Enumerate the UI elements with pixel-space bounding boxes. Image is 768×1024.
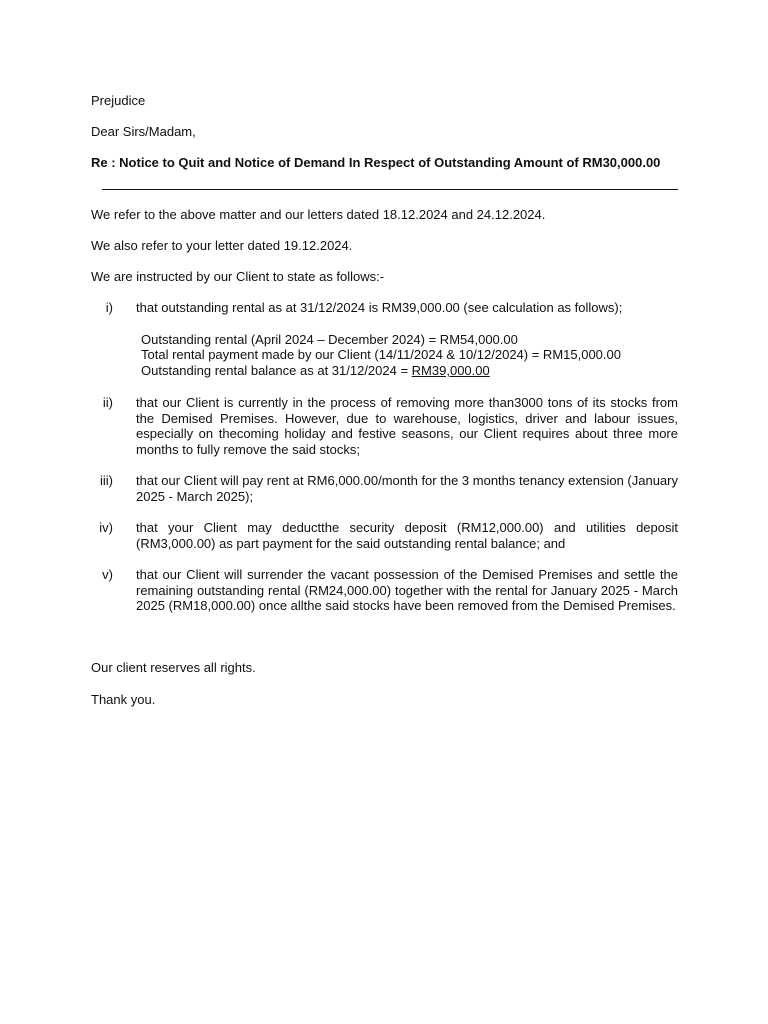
list-item-text: that our Client is currently in the process of removing more than3000 tons of its stocks from the Demised Premises. However, due to warehouse, logistics, driver and labour issues, especially on thecoming holiday and festive seasons, our Client requires about three more months to fully remove the said stocks; (136, 395, 678, 458)
subject-divider (102, 189, 678, 190)
subject-line: Re : Notice to Quit and Notice of Demand In Respect of Outstanding Amount of RM30,000.00 (91, 155, 661, 170)
closing-thanks: Thank you. (91, 692, 156, 707)
prejudice-heading: Prejudice (91, 93, 146, 108)
paragraph-instructed: We are instructed by our Client to state as follows:- (91, 269, 385, 284)
list-item-number: iii) (100, 473, 113, 488)
calc-balance-label: Outstanding rental balance as at 31/12/2024 = (141, 363, 412, 378)
list-item-text: that your Client may deductthe security deposit (RM12,000.00) and utilities deposit (RM3,000.00) as part payment for the said outstanding rental balance; and (136, 520, 678, 551)
list-item-number: i) (105, 300, 113, 315)
list-item-text: that our Client will pay rent at RM6,000.00/month for the 3 months tenancy extension (January 2025 - March 2025); (136, 473, 678, 504)
list-item-number: v) (102, 567, 113, 582)
calc-outstanding-rental: Outstanding rental (April 2024 – December 2024) = RM54,000.00 (141, 332, 518, 347)
paragraph-reserves-rights: Our client reserves all rights. (91, 660, 256, 675)
salutation: Dear Sirs/Madam, (91, 124, 196, 139)
calc-balance-value: RM39,000.00 (411, 363, 490, 378)
list-item-text: that outstanding rental as at 31/12/2024 is RM39,000.00 (see calculation as follows); (136, 300, 623, 315)
paragraph-refer-your-letter: We also refer to your letter dated 19.12.2024. (91, 238, 353, 253)
paragraph-refer-letters: We refer to the above matter and our letters dated 18.12.2024 and 24.12.2024. (91, 207, 546, 222)
list-item-number: iv) (99, 520, 113, 535)
calc-balance (141, 363, 490, 379)
calc-total-payment: Total rental payment made by our Client (14/11/2024 & 10/12/2024) = RM15,000.00 (141, 347, 621, 362)
list-item-number: ii) (102, 395, 113, 410)
list-item-text: that our Client will surrender the vacant possession of the Demised Premises and settle the remaining outstanding rental (RM24,000.00) together with the rental for January 2025 - March 2025 (RM18,000.00) once allthe said stocks have been removed from the Demised Premises. (136, 567, 678, 614)
